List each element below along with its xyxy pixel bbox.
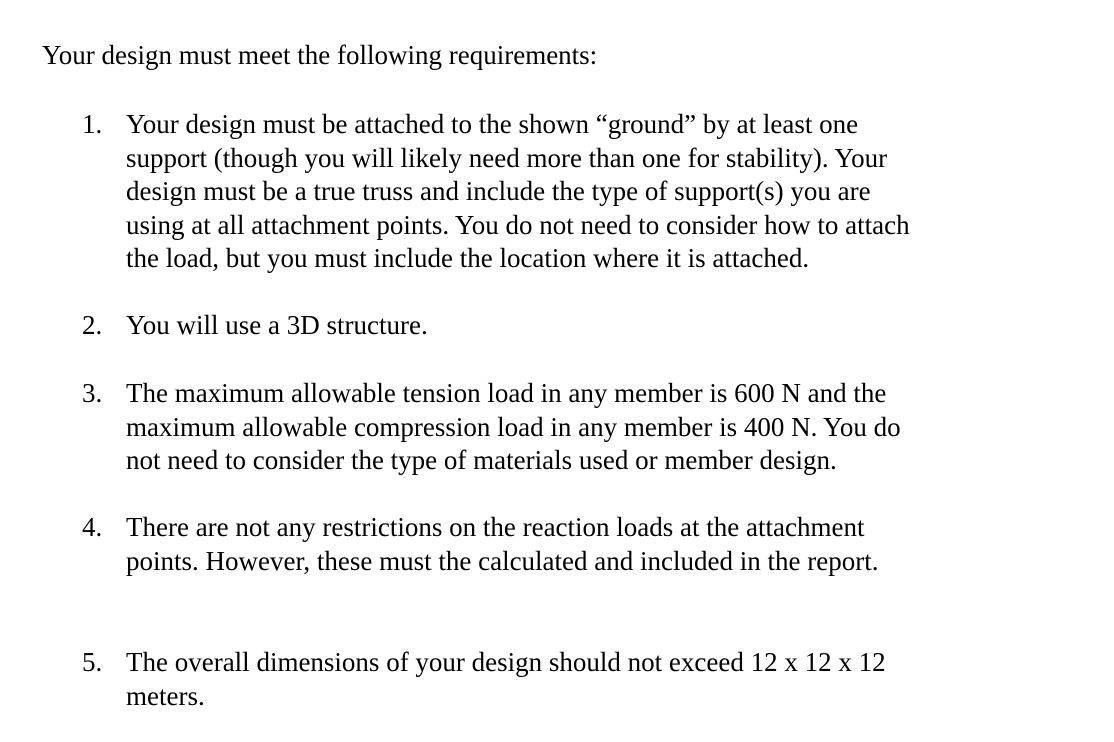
requirement-line: The maximum allowable tension load in any member is 600 N and the bbox=[126, 378, 887, 408]
requirement-item bbox=[82, 646, 1092, 713]
requirement-text bbox=[126, 108, 1092, 276]
requirement-text bbox=[126, 511, 1092, 578]
requirement-line: not need to consider the type of materials used or member design. bbox=[126, 445, 837, 475]
requirement-item bbox=[82, 108, 1092, 276]
requirement-line: using at all attachment points. You do not need to consider how to attach bbox=[126, 209, 910, 240]
requirement-line: design must be a true truss and include the type of support(s) you are bbox=[126, 176, 871, 206]
requirement-line: support (though you will likely need more than one for stability). Your bbox=[126, 142, 888, 173]
requirement-line: maximum allowable compression load in any member is 400 N. You do bbox=[126, 411, 901, 442]
requirement-item bbox=[82, 511, 1092, 578]
requirement-line: You will use a 3D structure. bbox=[126, 310, 428, 340]
requirement-line: the load, but you must include the location where it is attached. bbox=[126, 243, 810, 273]
requirement-text bbox=[126, 309, 1092, 343]
requirement-line: meters. bbox=[126, 680, 205, 711]
requirement-number: 5. bbox=[82, 647, 103, 677]
requirement-line: points. However, these must the calculated and included in the report. bbox=[126, 545, 879, 576]
requirement-text bbox=[126, 377, 1092, 478]
requirement-item bbox=[82, 309, 1092, 343]
requirement-line: The overall dimensions of your design should not exceed 12 x 12 x 12 bbox=[126, 647, 886, 677]
requirement-number: 4. bbox=[82, 512, 103, 542]
intro-heading: Your design must meet the following requirements: bbox=[42, 40, 598, 70]
requirement-number: 3. bbox=[82, 378, 103, 408]
requirement-line: Your design must be attached to the shown “ground” by at least one bbox=[126, 109, 859, 139]
requirement-number: 2. bbox=[82, 310, 103, 340]
requirement-item bbox=[82, 377, 1092, 478]
requirement-number: 1. bbox=[82, 109, 103, 139]
requirement-text bbox=[126, 646, 1092, 713]
requirement-line: There are not any restrictions on the reaction loads at the attachment bbox=[126, 512, 865, 542]
